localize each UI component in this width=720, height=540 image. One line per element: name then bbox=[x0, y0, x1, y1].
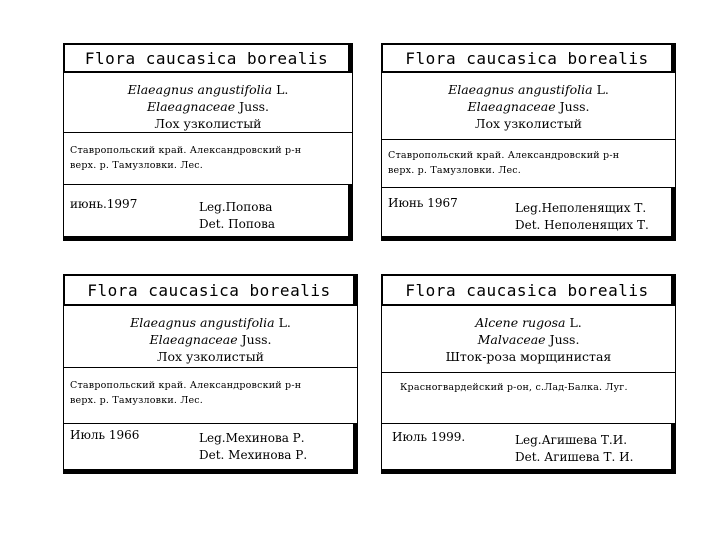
locality-line-1: Ставропольский край. Александровский р-н bbox=[70, 380, 302, 391]
collection-section bbox=[381, 188, 676, 241]
locality-line-2: верх. р. Тамузловки. Лес. bbox=[70, 395, 204, 406]
common-name: Шток-роза морщинистая bbox=[445, 349, 612, 364]
species-author: L. bbox=[596, 82, 609, 97]
collection-section bbox=[63, 185, 353, 241]
family-author: Juss. bbox=[559, 99, 590, 114]
collector-block bbox=[515, 200, 649, 234]
collection-date: Июль 1966 bbox=[70, 428, 140, 442]
collection-section bbox=[63, 424, 358, 474]
taxon-block bbox=[382, 314, 675, 365]
collection-date: Июнь 1967 bbox=[388, 196, 458, 210]
collector-block bbox=[199, 199, 275, 233]
species-latin: Alcene rugosa bbox=[475, 315, 566, 330]
locality-line-1: Ставропольский край. Александровский р-н bbox=[70, 145, 302, 156]
locality-section bbox=[63, 368, 358, 424]
collection-date: июнь.1997 bbox=[70, 197, 138, 211]
herbarium-label-3 bbox=[63, 274, 358, 474]
locality-section bbox=[381, 373, 676, 424]
locality-text bbox=[400, 380, 669, 395]
family-latin: Malvaceae bbox=[477, 332, 546, 347]
common-name: Лох узколистый bbox=[154, 116, 262, 131]
family-latin: Elaeagnaceae bbox=[146, 99, 236, 114]
family-author: Juss. bbox=[549, 332, 580, 347]
species-author: L. bbox=[276, 82, 289, 97]
herbarium-label-4 bbox=[381, 274, 676, 474]
locality-text bbox=[70, 378, 351, 408]
taxon-block bbox=[382, 81, 675, 132]
collector-leg: Leg.Агишева Т.И. bbox=[515, 433, 628, 447]
locality-line-2: верх. р. Тамузловки. Лес. bbox=[388, 165, 522, 176]
collection-date: Июль 1999. bbox=[392, 430, 466, 444]
taxon-block bbox=[64, 81, 352, 132]
herbarium-label-2 bbox=[381, 43, 676, 241]
locality-line-2: верх. р. Тамузловки. Лес. bbox=[70, 160, 204, 171]
family-author: Juss. bbox=[239, 99, 270, 114]
label-header: Flora caucasica borealis bbox=[63, 43, 353, 73]
locality-line-1: Красногвардейский р-он, с.Лад-Балка. Луг. bbox=[400, 382, 628, 393]
collector-leg: Leg.Неполенящих Т. bbox=[515, 201, 647, 215]
determiner-det: Det. Неполенящих Т. bbox=[515, 218, 649, 232]
locality-text bbox=[388, 148, 669, 178]
species-latin: Elaeagnus angustifolia bbox=[448, 82, 593, 97]
collector-leg: Leg.Попова bbox=[199, 200, 273, 214]
label-header: Flora caucasica borealis bbox=[381, 43, 676, 73]
determiner-det: Det. Попова bbox=[199, 217, 275, 231]
taxon-block bbox=[64, 314, 357, 365]
collection-section bbox=[381, 424, 676, 474]
collector-block bbox=[199, 430, 307, 464]
locality-section bbox=[381, 140, 676, 188]
locality-line-1: Ставропольский край. Александровский р-н bbox=[388, 150, 620, 161]
herbarium-label-1 bbox=[63, 43, 353, 241]
collector-leg: Leg.Мехинова Р. bbox=[199, 431, 305, 445]
taxon-section bbox=[381, 306, 676, 373]
family-latin: Elaeagnaceae bbox=[149, 332, 238, 347]
determiner-det: Det. Мехинова Р. bbox=[199, 448, 308, 462]
collector-block bbox=[515, 432, 633, 466]
family-latin: Elaeagnaceae bbox=[467, 99, 556, 114]
species-author: L. bbox=[278, 315, 291, 330]
species-latin: Elaeagnus angustifolia bbox=[130, 315, 275, 330]
taxon-section bbox=[63, 73, 353, 133]
family-author: Juss. bbox=[241, 332, 272, 347]
common-name: Лох узколистый bbox=[157, 349, 264, 364]
label-header: Flora caucasica borealis bbox=[381, 274, 676, 306]
label-header: Flora caucasica borealis bbox=[63, 274, 358, 306]
locality-section bbox=[63, 133, 353, 185]
common-name: Лох узколистый bbox=[475, 116, 582, 131]
taxon-section bbox=[63, 306, 358, 368]
locality-text bbox=[70, 143, 346, 173]
species-author: L. bbox=[569, 315, 582, 330]
determiner-det: Det. Агишева Т. И. bbox=[515, 450, 634, 464]
taxon-section bbox=[381, 73, 676, 140]
species-latin: Elaeagnus angustifolia bbox=[127, 82, 273, 97]
